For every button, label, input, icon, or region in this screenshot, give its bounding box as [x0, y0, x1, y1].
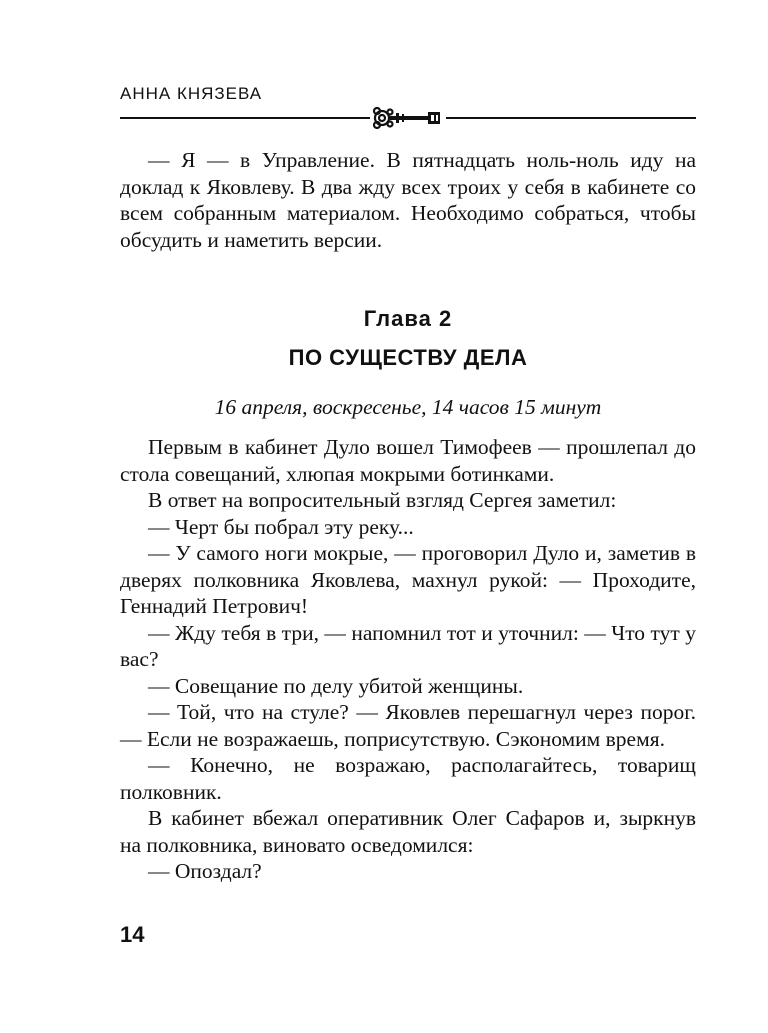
paragraph: — У самого ноги мокрые, — проговорил Дуло и, заметив в дверях полковника Яковлева, махнул рукой: — Проходите, Геннадий Петрович! [120, 541, 696, 618]
paragraph: — Опоздал? [148, 859, 262, 883]
chapter-title: ПО СУЩЕСТВУ ДЕЛА [288, 345, 528, 370]
paragraph: — Черт бы побрал эту реку... [148, 514, 414, 539]
paragraph: — Конечно, не возражаю, располагайтесь, товарищ полковник. [120, 753, 696, 804]
paragraph: — Жду тебя в три, — напомнил тот и уточнил: — Что тут у вас? [120, 620, 696, 671]
key-icon [370, 103, 446, 133]
paragraph: В ответ на вопросительный взгляд Сергея заметил: [148, 488, 617, 512]
chapter-dateline: 16 апреля, воскресенье, 14 часов 15 минут [214, 395, 602, 419]
paragraph: — Совещание по делу убитой женщины. [148, 673, 524, 698]
paragraph: Первым в кабинет Дуло вошел Тимофеев — прошлепал до стола совещаний, хлюпая мокрыми ботинками. [120, 435, 696, 486]
body-text [120, 434, 696, 885]
paragraph: В кабинет вбежал оперативник Олег Сафаров и, зыркнув на полковника, виновато осведомился: [120, 806, 696, 857]
intro-text [120, 147, 696, 253]
paragraph: — Той, что на стуле? — Яковлев перешагнул через порог. — Если не возражаешь, поприсутствую. Сэкономим время. [120, 700, 696, 751]
running-header-author: АННА КНЯЗЕВА [120, 84, 263, 103]
page-number: 14 [120, 922, 145, 947]
paragraph: — Я — в Управление. В пятнадцать ноль-ноль иду на доклад к Яковлеву. В два жду всех троих у себя в кабинете со всем собранным материалом. Необходимо собраться, чтобы обсудить и наметить версии. [120, 148, 696, 252]
chapter-number: Глава 2 [363, 306, 453, 331]
